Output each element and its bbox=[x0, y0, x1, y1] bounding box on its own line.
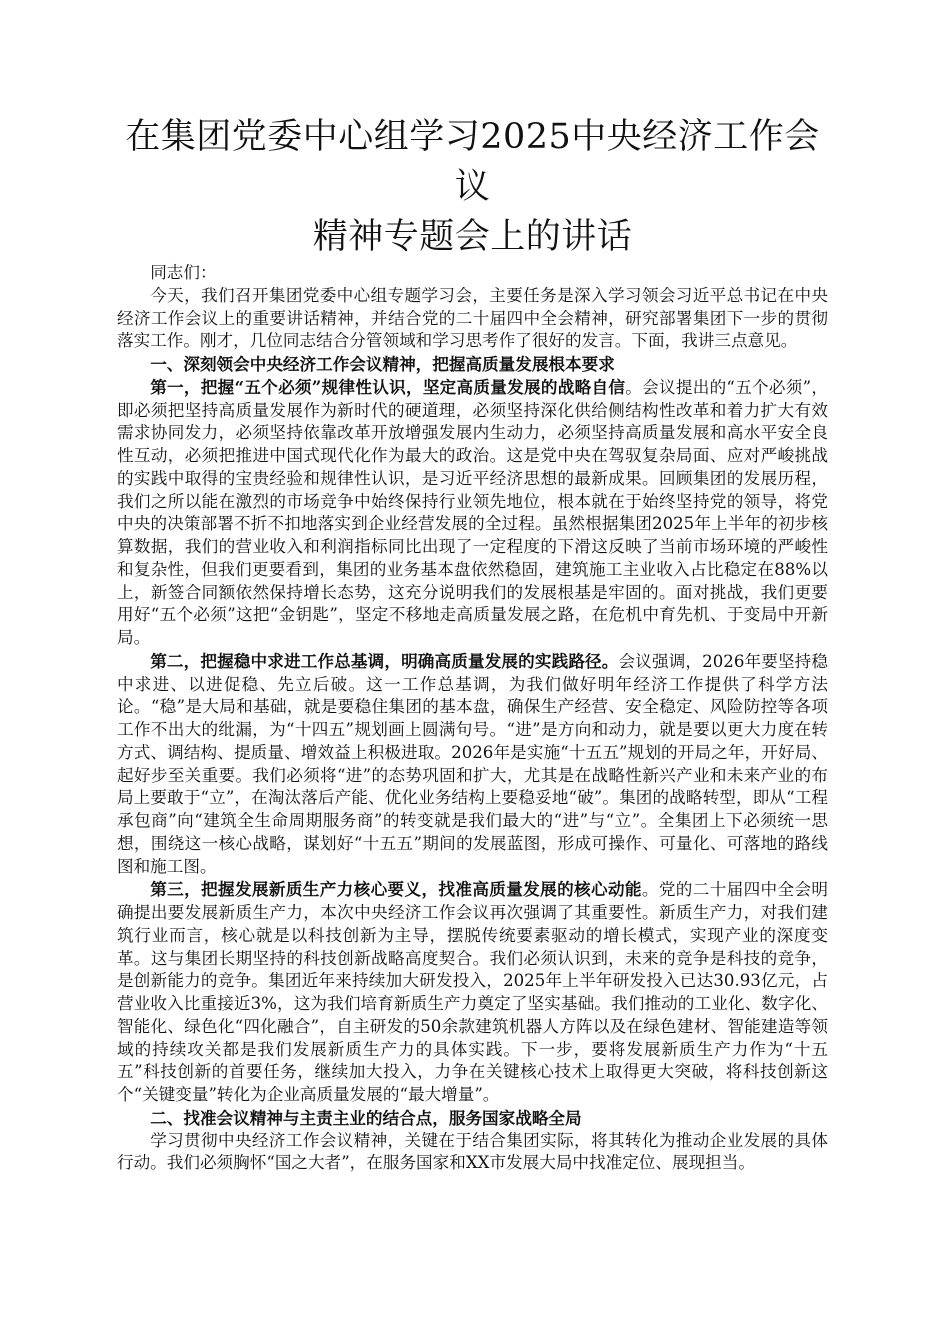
third-point-text: 。党的二十届四中全会明确提出要发展新质生产力，本次中央经济工作会议再次强调了其重要性。新质生产力，对我们建筑行业而言，核心就是以科技创新为主导，摆脱传统要素驱动的增长模式，实现产业的深度变革。这与集团长期坚持的科技创新战略高度契合。我们必须认识到，未来的竞争是科技的竞争，是创新能力的竞争。集团近年来持续加大研发投入，2025年上半年研发投入已达30.93亿元，占营业收入比重接近3%，这为我们培育新质生产力奠定了坚实基础。我们推动的工业化、数字化、智能化、绿色化“四化融合”，自主研发的50余款建筑机器人方阵以及在绿色建材、智能建造等领域的持续攻关都是我们发展新质生产力的具体实践。下一步，要将发展新质生产力作为“十五五”科技创新的首要任务，继续加大投入，力争在关键核心技术上取得更大突破，将科技创新这个“关键变量”转化为企业高质量发展的“最大增量”。 bbox=[117, 880, 829, 1104]
document-body bbox=[117, 262, 828, 1175]
paragraph-second-point bbox=[117, 650, 828, 879]
paragraph-third-point bbox=[117, 878, 828, 1107]
section-1-heading: 一、深刻领会中央经济工作会议精神，把握高质量发展根本要求 bbox=[150, 354, 615, 374]
title-line-1: 在集团党委中心组学习2025中央经济工作会议 bbox=[125, 117, 820, 207]
paragraph-first-point bbox=[117, 376, 828, 650]
third-point-lead: 第三，把握发展新质生产力核心要义，找准高质量发展的核心动能 bbox=[150, 879, 642, 900]
second-point-text: 会议强调，2026年要坚持稳中求进、以进促稳、先立后破。这一工作总基调，为我们做好明年经济工作提供了科学方法论。“稳”是大局和基础，就是要稳住集团的基本盘，确保生产经营、安全稳定、风险防控等各项工作不出大的纰漏，为“十四五”规划画上圆满句号。“进”是方向和动力，就是要以更大力度在转方式、调结构、提质量、增效益上积极进取。2026年是实施“十五五”规划的开局之年，开好局、起好步至关重要。我们必须将“进”的态势巩固和扩大，尤其是在战略性新兴产业和未来产业的布局上要敢于“立”，在淘汰落后产能、优化业务结构上要稳妥地“破”。集团的战略转型，即从“工程承包商”向“建筑全生命周期服务商”的转变就是我们最大的“进”与“立”。全集团上下必须统一思想，围绕这一核心战略，谋划好“十五五”期间的发展蓝图，形成可操作、可量化、可落地的路线图和施工图。 bbox=[117, 651, 829, 876]
title-line-2: 精神专题会上的讲话 bbox=[312, 217, 633, 257]
second-point-lead: 第二，把握稳中求进工作总基调，明确高质量发展的实践路径。 bbox=[150, 650, 619, 671]
section-2-paragraph: 学习贯彻中央经济工作会议精神，关键在于结合集团实际，将其转化为推动企业发展的具体行动。我们必须胸怀“国之大者”，在服务国家和XX市发展大局中找准定位、展现担当。 bbox=[117, 1130, 828, 1173]
salutation: 同志们： bbox=[150, 263, 217, 282]
document-title bbox=[117, 112, 828, 262]
section-2-heading: 二、找准会议精神与主责主业的结合点，服务国家战略全局 bbox=[150, 1107, 582, 1128]
intro-paragraph: 今天，我们召开集团党委中心组专题学习会，主要任务是深入学习领会习近平总书记在中央经济工作会议上的重要讲话精神，并结合党的二十届四中全会精神，研究部署集团下一步的贯彻落实工作。刚才，几位同志结合分管领域和学习思考作了很好的发言。下面，我讲三点意见。 bbox=[117, 285, 828, 351]
first-point-text: 。会议提出的“五个必须”，即必须把坚持高质量发展作为新时代的硬道理，必须坚持深化供给侧结构性改革和着力扩大有效需求协同发力，必须坚持依靠改革开放增强发展内生动力，必须坚持高质量发展和高水平安全良性互动，必须把推进中国式现代化作为最大的政治。这是党中央在驾驭复杂局面、应对严峻挑战的实践中取得的宝贵经验和规律性认识，是习近平经济思想的最新成果。回顾集团的发展历程，我们之所以能在激烈的市场竞争中始终保持行业领先地位，根本就在于始终坚持党的领导，将党中央的决策部署不折不扣地落实到企业经营发展的全过程。虽然根据集团2025年上半年的初步核算数据，我们的营业收入和利润指标同比出现了一定程度的下滑这反映了当前市场环境的严峻性和复杂性，但我们更要看到，集团的业务基本盘依然稳固，建筑施工主业收入占比稳定在88%以上，新签合同额依然保持增长态势，这充分说明我们的发展根基是牢固的。面对挑战，我们更要用好“五个必须”这把“金钥匙”，坚定不移地走高质量发展之路，在危机中育先机、于变局中开新局。 bbox=[117, 377, 829, 647]
first-point-lead: 第一，把握“五个必须”规律性认识，坚定高质量发展的战略自信 bbox=[150, 376, 626, 397]
document-page bbox=[117, 112, 828, 1175]
